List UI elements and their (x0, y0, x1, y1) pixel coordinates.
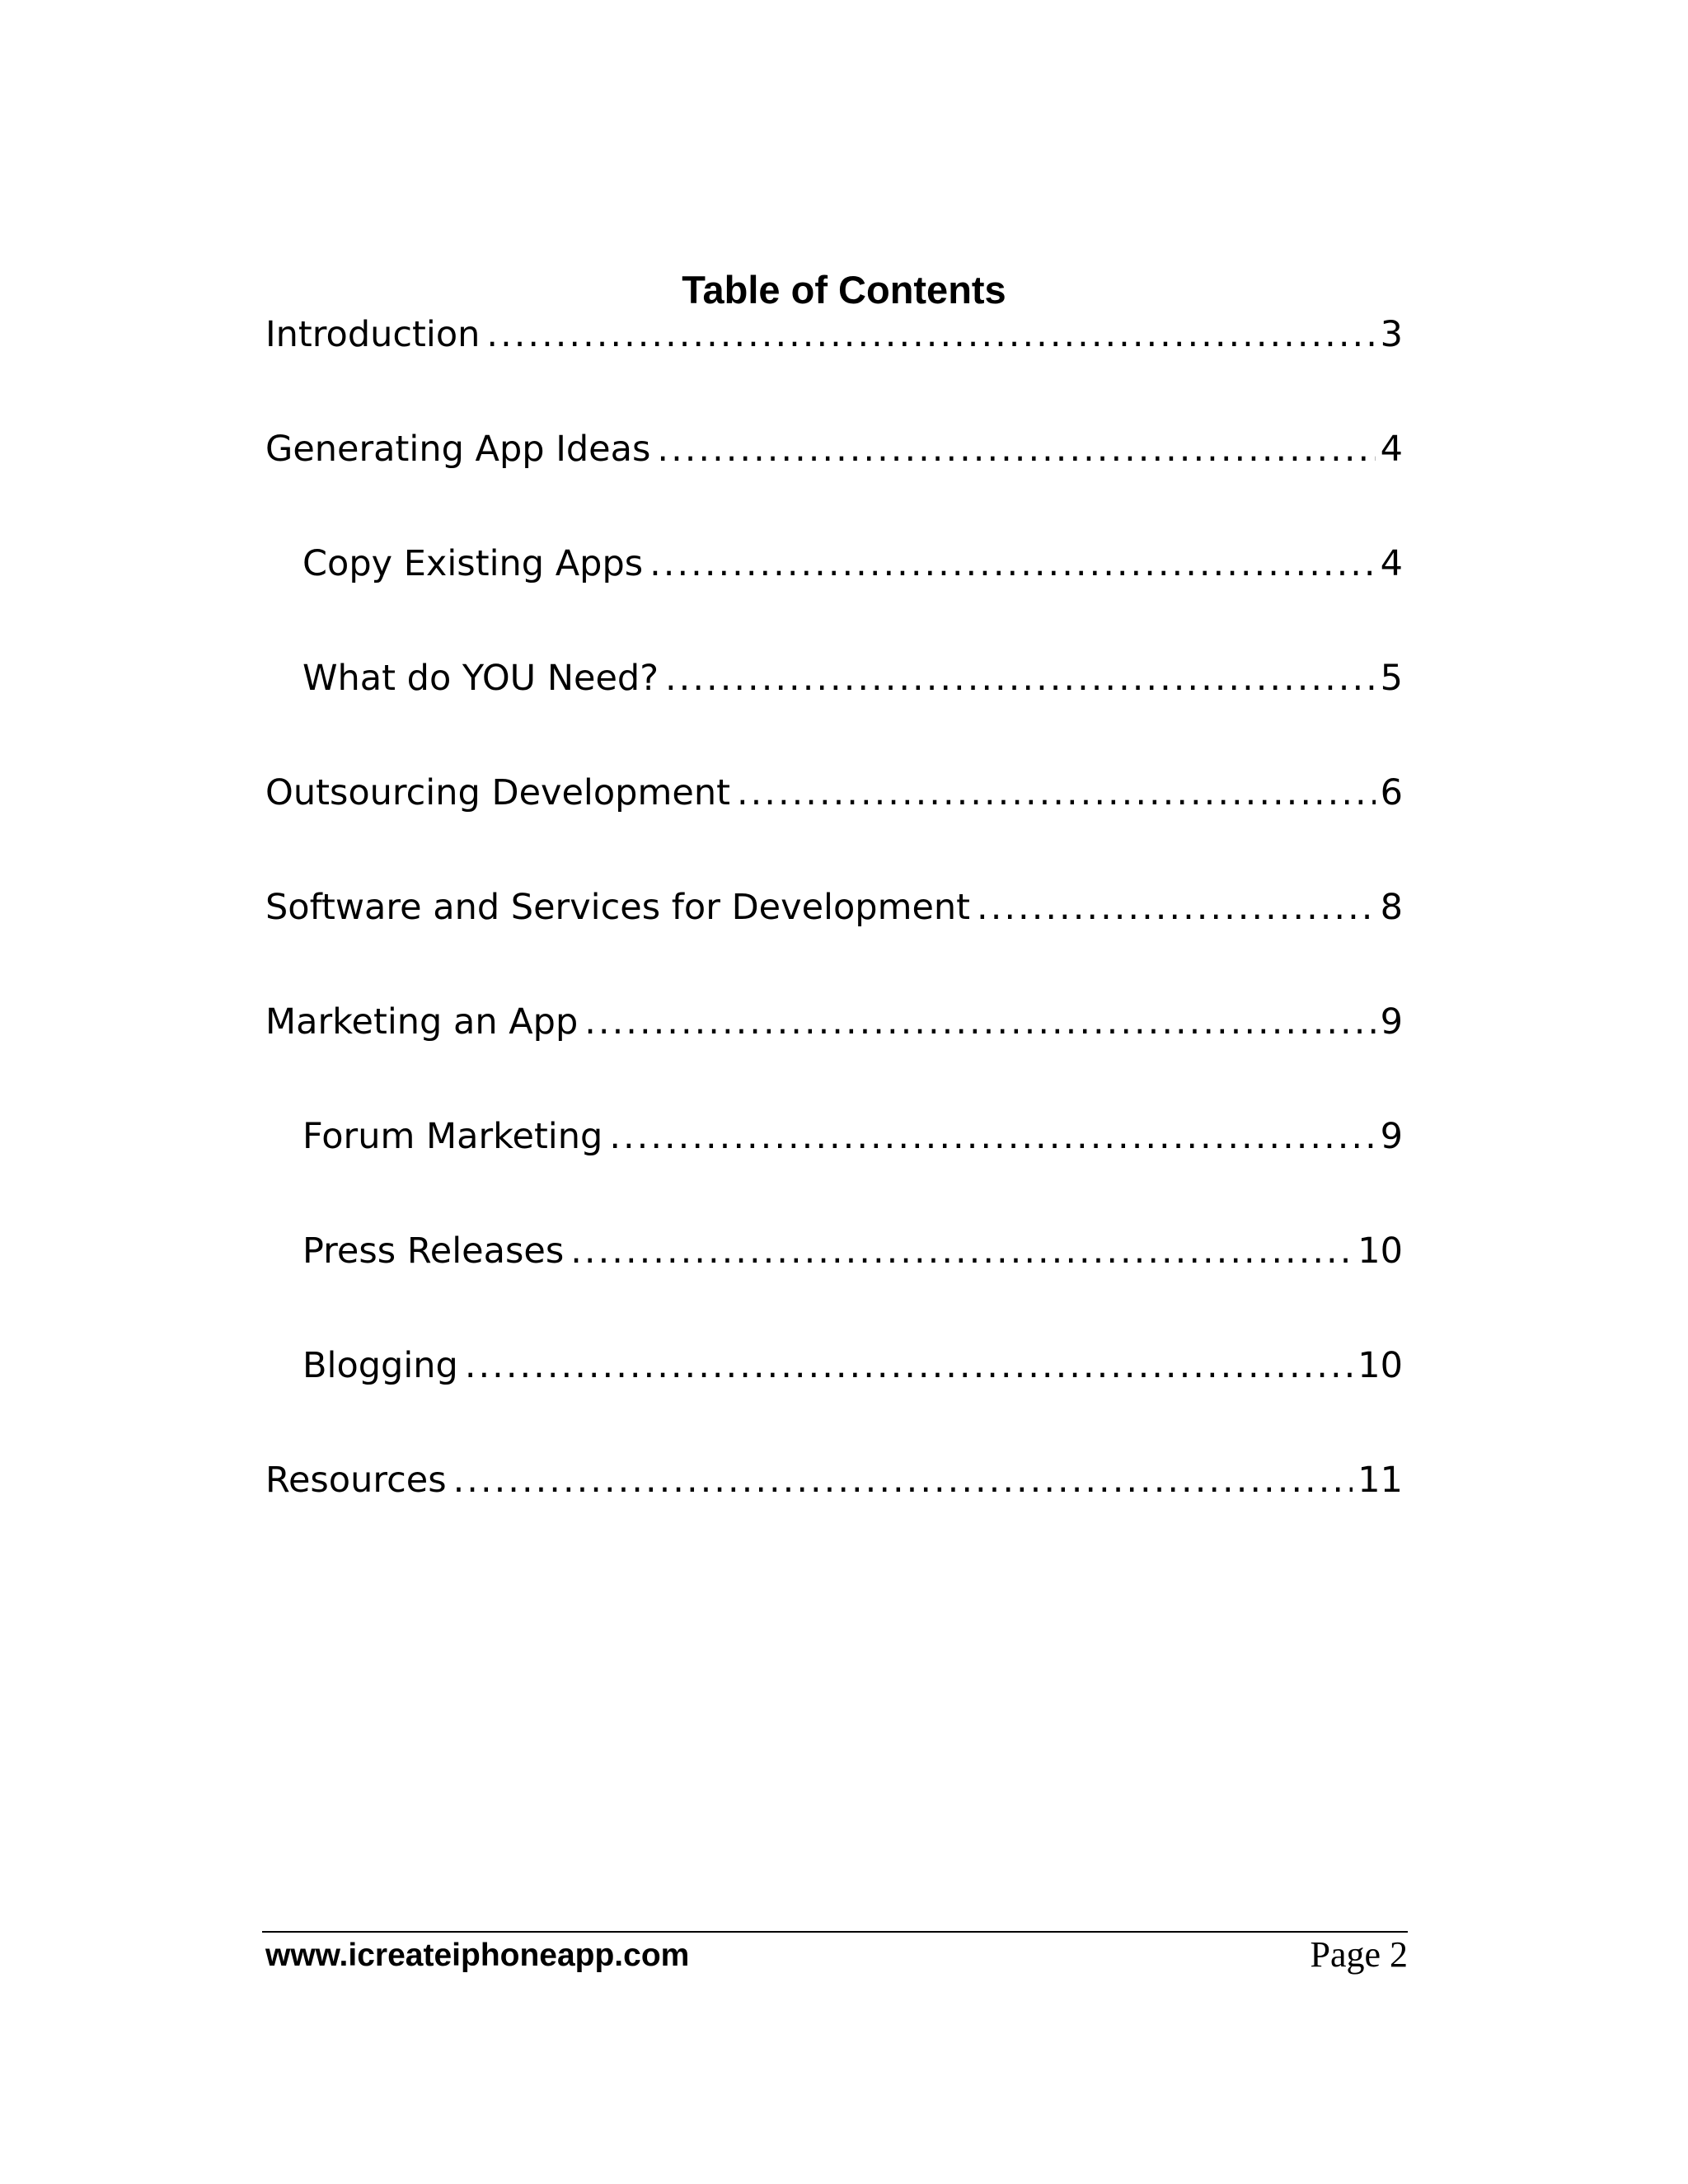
toc-entry-software-and-services[interactable] (265, 883, 1403, 997)
footer-page-number: Page 2 (1310, 1934, 1408, 1975)
toc-entry-introduction[interactable] (265, 310, 1403, 424)
toc-dot-leader (609, 1112, 1375, 1161)
toc-entry-label: Introduction (265, 314, 481, 355)
toc-entry-copy-existing-apps[interactable] (265, 539, 1403, 654)
toc-entry-page: 10 (1357, 1230, 1403, 1272)
toc-entry-what-do-you-need[interactable] (265, 654, 1403, 768)
toc-entry-blogging[interactable] (265, 1341, 1403, 1455)
toc-entry-label: Generating App Ideas (265, 429, 651, 470)
toc-entry-label: Press Releases (302, 1230, 565, 1272)
toc-dot-leader (465, 1341, 1353, 1390)
toc-dot-leader (570, 1226, 1353, 1276)
toc-entry-label: Copy Existing Apps (302, 543, 644, 584)
toc-dot-leader (453, 1455, 1353, 1505)
toc-entry-label: Resources (265, 1460, 447, 1501)
toc-entry-label: Marketing an App (265, 1001, 579, 1043)
footer-divider (262, 1931, 1408, 1933)
toc-entry-page: 3 (1380, 314, 1403, 355)
toc-title: Table of Contents (682, 268, 1006, 312)
toc-entry-marketing-an-app[interactable] (265, 997, 1403, 1112)
toc-dot-leader (657, 424, 1375, 474)
toc-entry-page: 9 (1380, 1001, 1403, 1043)
toc-dot-leader (737, 768, 1376, 818)
toc-entry-page: 8 (1380, 887, 1403, 928)
toc-dot-leader (665, 654, 1376, 703)
toc-entry-page: 9 (1380, 1116, 1403, 1157)
toc-entry-press-releases[interactable] (265, 1226, 1403, 1341)
toc-entry-resources[interactable] (265, 1455, 1403, 1570)
toc-dot-leader (649, 539, 1376, 588)
toc-entry-page: 11 (1357, 1460, 1403, 1501)
toc-dot-leader (486, 310, 1375, 359)
toc-dot-leader (977, 883, 1376, 932)
toc-entry-page: 4 (1380, 543, 1403, 584)
toc-dot-leader (584, 997, 1375, 1047)
toc-entry-label: Software and Services for Development (265, 887, 971, 928)
toc-entry-page: 6 (1380, 772, 1403, 813)
toc-entry-forum-marketing[interactable] (265, 1112, 1403, 1226)
toc-entry-page: 4 (1380, 429, 1403, 470)
toc-entry-page: 10 (1357, 1345, 1403, 1386)
footer-website-link[interactable]: www.icreateiphoneapp.com (265, 1938, 690, 1973)
toc-entry-label: What do YOU Need? (302, 658, 659, 699)
toc-list (265, 310, 1403, 1570)
toc-entry-generating-app-ideas[interactable] (265, 424, 1403, 539)
toc-entry-outsourcing-development[interactable] (265, 768, 1403, 883)
toc-entry-label: Forum Marketing (302, 1116, 603, 1157)
toc-entry-page: 5 (1380, 658, 1403, 699)
toc-entry-label: Blogging (302, 1345, 458, 1386)
toc-entry-label: Outsourcing Development (265, 772, 730, 813)
